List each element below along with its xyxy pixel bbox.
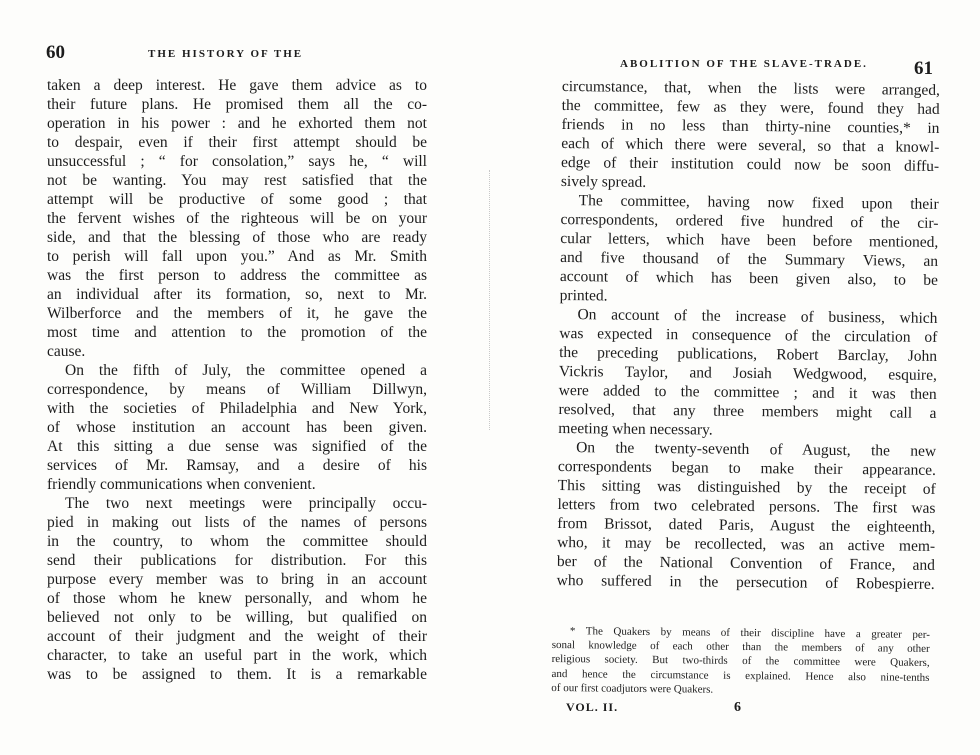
text-line: with the societies of Philadelphia and New York, (47, 400, 427, 417)
text-line: who suffered in the persecution of Robespierre. (556, 571, 935, 593)
text-line: circumstance, that, when the lists were arranged, (561, 77, 940, 99)
text-line: edge of their institution could now be soon diffu- (561, 153, 940, 175)
text-line: purpose every member was to bring in an account (47, 571, 427, 588)
text-line: printed. (559, 286, 608, 305)
signature-number: 6 (734, 700, 741, 715)
text-line: account of their judgment and the weight of their (47, 628, 427, 645)
text-line: operation in his power : and he exhorted them not (47, 115, 427, 132)
text-line: and five thousand of the Summary Views, an (560, 248, 939, 270)
text-line: who, it may be recollected, was an active mem- (557, 533, 936, 555)
text-line: The two next meetings were principally occu- (65, 495, 427, 512)
text-line: attempt will be productive of some good ; that (47, 191, 427, 208)
text-line: correspondents began to make their appearance. (557, 457, 936, 479)
text-line: Wilberforce and the members of it, he gave the (47, 305, 427, 322)
text-line: The committee, having now fixed upon their (578, 192, 939, 213)
text-line: taken a deep interest. He gave them advice as to (47, 77, 427, 94)
text-line: meeting when necessary. (558, 419, 713, 439)
text-line: the fervent wishes of the righteous will be on your (47, 210, 427, 227)
text-line: At this sitting a due sense was signified of the (47, 438, 427, 455)
volume-label: VOL. II. (566, 700, 619, 714)
right-page-number: 61 (914, 58, 933, 79)
text-line: letters from two celebrated persons. The first was (557, 495, 936, 517)
text-line: On the fifth of July, the committee opened a (65, 362, 427, 379)
text-line: to despair, even if their first attempt should be (47, 134, 427, 151)
footnote-line: * The Quakers by means of their discipline have a greater per- (569, 625, 930, 641)
text-line: sively spread. (560, 172, 647, 191)
text-line: friends in no less than thirty-nine counties,* in (561, 115, 940, 137)
text-line: in the country, to whom the committee should (47, 533, 427, 550)
left-running-head: THE HISTORY OF THE (148, 48, 304, 60)
text-line: was expected in consequence of the circulation of (559, 324, 938, 346)
text-line: On the twenty-seventh of August, the new (576, 439, 937, 460)
text-line: an individual after its formation, so, next to Mr. (47, 286, 427, 303)
text-line: most time and attention to the promotion of the (47, 324, 427, 341)
text-line: from Brissot, dated Paris, August the eighteenth, (557, 514, 936, 536)
text-line: side, and that the blessing of those who are ready (47, 229, 427, 246)
right-body-text (557, 77, 940, 594)
text-line: account of which has been given also, to be (559, 267, 938, 289)
text-line: On account of the increase of business, which (577, 306, 938, 327)
text-line: each of which there were several, so that a knowl- (561, 134, 940, 156)
text-line: resolved, that any three members might call a (558, 400, 937, 422)
text-line: Vickris Taylor, and Josiah Wedgwood, esquire, (558, 362, 937, 384)
footnote (551, 624, 930, 699)
text-line: correspondents, ordered five hundred of the cir- (560, 210, 939, 232)
text-line: correspondence, by means of William Dillwyn, (47, 381, 427, 398)
left-body-text (47, 76, 427, 684)
footnote-line: and hence the circumstance is explained. Hence also nine-tenths (551, 667, 930, 684)
text-line: send their publications for distribution. For this (47, 552, 427, 569)
text-line: ber of the National Convention of France, and (556, 552, 935, 574)
text-line: services of Mr. Ramsay, and a desire of his (47, 457, 427, 474)
text-line: was the first person to address the committee as (47, 267, 427, 284)
footnote-line: religious society. But two-thirds of the committee were Quakers, (551, 653, 930, 670)
text-line: cause. (47, 343, 86, 360)
text-line: pied in making out lists of the names of persons (47, 514, 427, 531)
text-line: was to be assigned to them. It is a remarkable (47, 666, 427, 683)
text-line: friendly communications when convenient. (47, 476, 316, 493)
text-line: of whose institution an account has been given. (47, 419, 427, 436)
text-line: character, to take an useful part in the work, which (47, 647, 427, 664)
footnote-line: of our first coadjutors were Quakers. (551, 681, 714, 696)
text-line: the committee, few as they were, found they had (561, 96, 940, 118)
text-line: This sitting was distinguished by the receipt of (557, 476, 936, 498)
left-page-number: 60 (46, 42, 65, 63)
text-line: the preceding publications, Robert Barclay, John (559, 343, 938, 365)
text-line: were added to the committee ; and it was then (558, 381, 937, 403)
right-running-head: ABOLITION OF THE SLAVE-TRADE. (620, 58, 868, 70)
footnote-line: sonal knowledge of each other than the members of any other (551, 639, 930, 656)
text-line: cular letters, which have been before mentioned, (560, 229, 939, 251)
text-line: to perish will fall upon you.” And as Mr. Smith (47, 248, 427, 265)
text-line: their future plans. He promised them all the co- (47, 96, 427, 113)
text-line: not be wanting. You may rest satisfied that the (47, 172, 427, 189)
text-line: believed not only to be willing, but qualified on (47, 609, 427, 626)
text-line: unsuccessful ; “ for consolation,” says he, “ will (47, 153, 427, 170)
text-line: of those whom he knew personally, and whom he (47, 590, 427, 607)
